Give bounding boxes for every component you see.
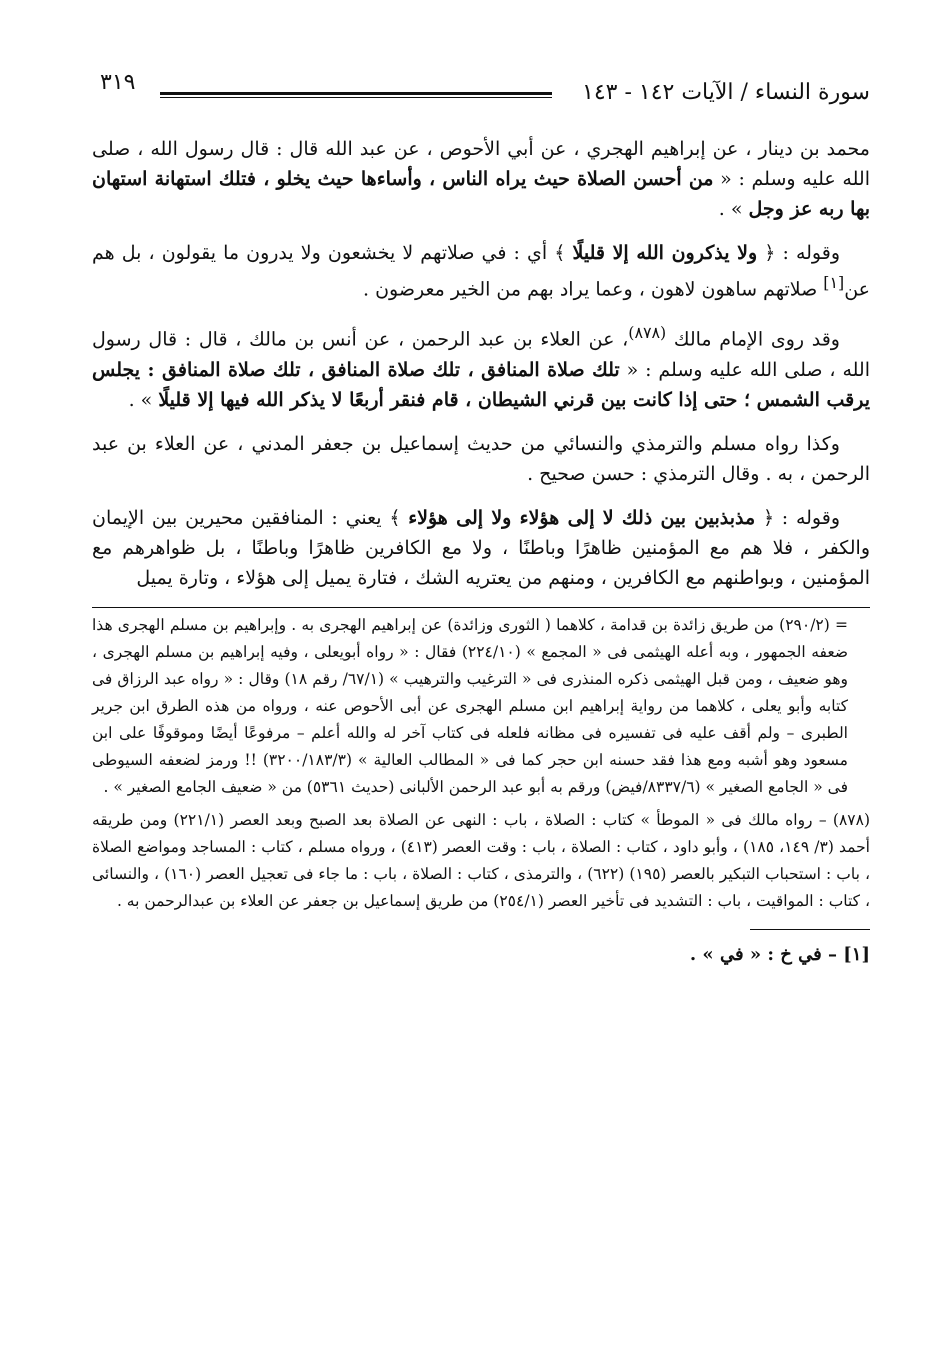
text-run: ﴾ أي : في صلاتهم لا يخشعون ولا يدرون ما يقولون ، بل هم عن xyxy=(92,242,870,301)
editorial-rule xyxy=(750,929,870,930)
paragraph-1 xyxy=(92,134,870,224)
footnote-878: (٨٧٨) – رواه مالك فى « الموطأ » كتاب : الصلاة ، باب : النهى عن الصلاة بعد الصبح وبعد العصر (٢٢١/١) ومن طريقه أحمد (٣/ ١٤٩، ١٨٥) ، وأبو داود ، كتاب : الصلاة ، باب : وقت العصر (٤١٣) ، ورواه مسلم ، كتاب : المساجد ومواضع الصلاة ، باب : استحباب التبكير بالعصر (١٩٥) (٦٢٢) ، والترمذى ، كتاب : الصلاة ، باب : ما جاء فى تعجيل العصر (١٦٠) ، والنسائى ، كتاب : المواقيت ، باب : التشديد فى تأخير العصر (٢٥٤/١) من طريق إسماعيل بن جعفر عن العلاء بن عبدالرحمن به . xyxy=(92,810,870,910)
text-run: صلاتهم ساهون لاهون ، وعما يراد بهم من الخير معرضون . xyxy=(363,278,824,301)
running-title: سورة النساء / الآيات ١٤٢ - ١٤٣ xyxy=(582,80,870,105)
main-text xyxy=(92,134,870,593)
paragraph-2 xyxy=(92,238,870,304)
text-run: » . xyxy=(718,198,749,220)
paragraph-4: وكذا رواه مسلم والترمذي والنسائي من حديث إسماعيل بن جعفر المدني ، عن العلاء بن عبد الرحمن ، به . وقال الترمذي : حسن صحيح . xyxy=(92,432,870,485)
hadith-text: تلك صلاة المنافق ، تلك صلاة المنافق ، تلك صلاة المنافق : يجلس يرقب الشمس ؛ حتى إذا كانت بين قرني الشيطان ، قام فنقر أربعًا لا يذكر الله فيها إلا قليلًا xyxy=(92,358,870,411)
footnote-ref: [١] xyxy=(823,273,845,292)
paragraph-5 xyxy=(92,503,870,593)
page-header xyxy=(92,60,870,114)
paragraph-3 xyxy=(92,318,870,414)
text-run: ﴾ يعني : المنافقين محيرين بين الإيمان والكفر ، فلا هم مع المؤمنين ظاهرًا وباطنًا ، ولا مع الكافرين ظاهرًا وباطنًا ، بل ظواهرهم مع المؤمنين ، وبواطنهم مع الكافرين ، ومنهم من يعتريه الشك ، فتارة يميل إلى هؤلاء ، وتارة يميل xyxy=(92,506,870,589)
quran-verse: مذبذبين بين ذلك لا إلى هؤلاء ولا إلى هؤلاء xyxy=(408,506,756,529)
text-run: ، عن العلاء بن عبد الرحمن ، عن أنس بن مالك ، قال : قال رسول الله ، صلى الله عليه وسلم : « xyxy=(92,328,870,381)
page-number: ٣١٩ xyxy=(100,70,136,95)
hadith-text: من أحسن الصلاة حيث يراه الناس ، وأساءها حيث يخلو ، فتلك استهانة استهان بها ربه عز وجل xyxy=(92,168,870,220)
quran-verse: ولا يذكرون الله إلا قليلًا xyxy=(572,242,758,264)
footnote-ref: (٨٧٨) xyxy=(628,323,667,343)
text-run: » . xyxy=(128,388,159,411)
text-run: وقوله : ﴿ xyxy=(755,506,840,529)
footnote-continued: = (٢٩٠/٢) من طريق زائدة بن قدامة ، كلاهما ( الثورى وزائدة) عن إبراهيم الهجرى به . وإبراهيم بن مسلم الهجرى هذا ضعفه الجمهور ، وبه أعله الهيثمى فى « المجمع » (٢٢٤/١٠) فقال : « رواه أبويعلى ، وفيه إبراهيم بن مسلم الهجرى ، وهو ضعيف ، ومن قبل الهيثمى ذكره المنذرى فى « الترغيب والترهيب » (٦٧/١/ رقم ١٨) وقال : « رواه عبد الرزاق فى كتابه وأبو يعلى ، كلاهما من رواية إبراهيم ابن مسلم الهجرى عن أبى الأحوص عنه ، ورواه من هذه الطرق ابن جرير الطبرى – ولم أقف عليه فى تفسيره فى مظانه فلعله فى كتاب آخر له والله أعلم – مرفوعًا أيضًا وموقوفًا على ابن مسعود وهو أشبه ومع هذا فقد حسنه ابن حجر كما فى « المطالب العالية » (٣٢٠٠/١٨٣/٣) !! ورمز لضعفه السيوطى فى « الجامع الصغير » (٨٣٣٧/٦/فيض) ورقم به أبو عبد الرحمن الألبانى (حديث ٥٣٦١) من « ضعيف الجامع الصغير » . xyxy=(92,615,848,796)
text-run: وقوله : ﴿ xyxy=(757,242,841,264)
text-run: محمد بن دينار ، عن إبراهيم الهجري ، عن أبي الأحوص ، عن عبد الله قال : قال رسول الله ، صلى الله عليه وسلم : « xyxy=(92,138,870,190)
footnotes xyxy=(92,607,870,915)
header-rule xyxy=(160,92,552,98)
text-run: وقد روى الإمام مالك xyxy=(666,328,840,351)
editorial-note: [١] – في خ : « في » . xyxy=(689,943,870,965)
